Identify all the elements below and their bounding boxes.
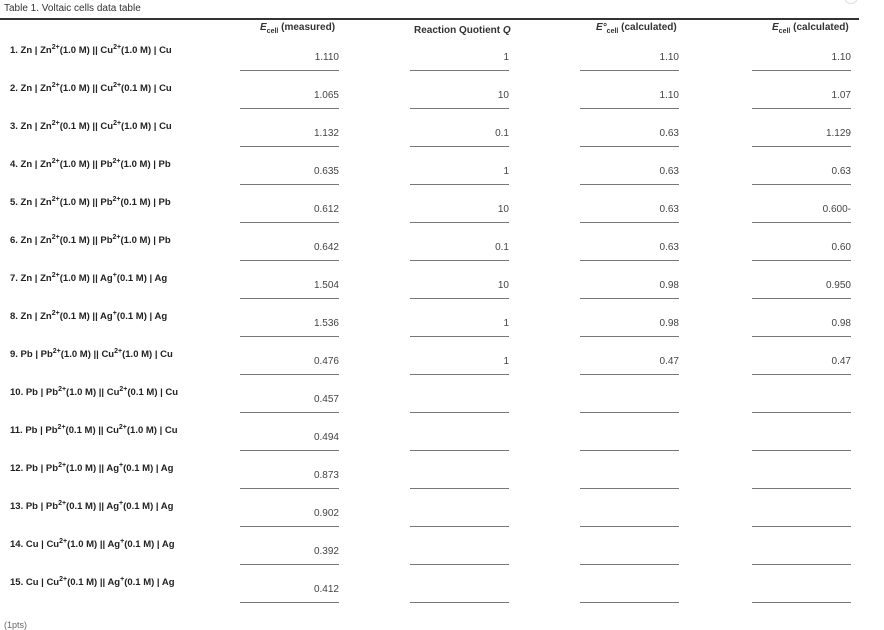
reaction-quotient-input[interactable]: 10: [497, 280, 509, 291]
answer-underline: [752, 450, 851, 451]
answer-underline: [240, 450, 339, 451]
answer-underline: [410, 602, 509, 603]
answer-underline: [240, 298, 339, 299]
answer-underline: [752, 602, 851, 603]
table-row: [0, 192, 884, 230]
answer-underline: [410, 222, 509, 223]
answer-underline: [240, 374, 339, 375]
corner-decoration: [844, 0, 858, 4]
measured-value-input[interactable]: 0.494: [313, 432, 339, 443]
answer-underline: [752, 260, 851, 261]
header-ecell-calculated: $E_{cell}$ (calculated): [772, 22, 849, 35]
answer-underline: [240, 184, 339, 185]
answer-underline: [240, 70, 339, 71]
answer-underline: [410, 564, 509, 565]
cell-notation-label: 5. Zn | $Zn^{2+}(1.0$ M) || $Pb^{2+}(0.1$ M) | Pb: [10, 195, 171, 208]
answer-underline: [410, 336, 509, 337]
measured-value-input[interactable]: 1.536: [313, 318, 339, 329]
answer-underline: [580, 336, 679, 337]
answer-underline: [240, 412, 339, 413]
calculated-potential-input[interactable]: 0.47: [831, 356, 851, 367]
table-row: [0, 78, 884, 116]
answer-underline: [580, 602, 679, 603]
cell-notation-label: 9. Pb | $Pb^{2+}(1.0$ M) || $Cu^{2+}(1.0$ M) | Cu: [10, 347, 173, 360]
calculated-potential-input[interactable]: 0.60: [831, 242, 851, 253]
cell-notation-label: 8. Zn | $Zn^{2+}(0.1$ M) || Ag+(0.1 M) | Ag: [10, 309, 168, 322]
standard-potential-input[interactable]: 1.10: [659, 90, 679, 101]
calculated-potential-input[interactable]: 0.63: [831, 166, 851, 177]
cell-notation-label: 15. Cu | $Cu^{2+}(0.1$ M) || Ag+(0.1 M) | Ag: [10, 575, 175, 588]
answer-underline: [240, 526, 339, 527]
table-row: [0, 572, 884, 610]
reaction-quotient-input[interactable]: 0.1: [495, 242, 509, 253]
answer-underline: [752, 336, 851, 337]
answer-underline: [410, 108, 509, 109]
measured-value-input[interactable]: 1.110: [314, 52, 339, 63]
answer-underline: [580, 488, 679, 489]
table-row: [0, 268, 884, 306]
answer-underline: [580, 146, 679, 147]
cell-notation-label: 7. Zn | $Zn^{2+}(1.0$ M) || Ag+(0.1 M) | Ag: [10, 271, 168, 284]
standard-potential-input[interactable]: 0.63: [659, 242, 679, 253]
answer-underline: [580, 412, 679, 413]
cell-notation-label: 12. Pb | $Pb^{2+}(1.0$ M) || Ag+(0.1 M) | Ag: [10, 461, 174, 474]
answer-underline: [580, 564, 679, 565]
table-row: [0, 344, 884, 382]
table-row: [0, 496, 884, 534]
measured-value-input[interactable]: 0.476: [313, 356, 339, 367]
calculated-potential-input[interactable]: 1.07: [831, 90, 851, 101]
reaction-quotient-input[interactable]: 10: [497, 90, 509, 101]
answer-underline: [240, 336, 339, 337]
answer-underline: [240, 222, 339, 223]
standard-potential-input[interactable]: 0.98: [659, 318, 679, 329]
table-row: [0, 534, 884, 572]
reaction-quotient-input[interactable]: 1: [503, 318, 509, 329]
header-reaction-quotient: Reaction Quotient Q: [414, 25, 511, 36]
standard-potential-input[interactable]: 0.63: [659, 128, 679, 139]
answer-underline: [752, 108, 851, 109]
answer-underline: [752, 412, 851, 413]
table-row: [0, 458, 884, 496]
calculated-potential-input[interactable]: 1.129: [825, 128, 851, 139]
cell-notation-label: 4. Zn | $Zn^{2+}(1.0$ M) || $Pb^{2+}(1.0$ M) | Pb: [10, 157, 171, 170]
answer-underline: [410, 146, 509, 147]
calculated-potential-input[interactable]: 1.10: [831, 52, 851, 63]
table-row: [0, 154, 884, 192]
answer-underline: [410, 260, 509, 261]
reaction-quotient-input[interactable]: 1: [503, 52, 509, 63]
cell-notation-label: 10. Pb | $Pb^{2+}(1.0$ M) || $Cu^{2+}(0.1$ M) | Cu: [10, 385, 179, 398]
measured-value-input[interactable]: 1.504: [313, 280, 339, 291]
cell-notation-label: 1. Zn | $Zn^{2+}(1.0$ M) || $Cu^{2+}(1.0$ M) | Cu: [10, 43, 172, 56]
reaction-quotient-input[interactable]: 10: [497, 204, 509, 215]
answer-underline: [752, 298, 851, 299]
standard-potential-input[interactable]: 1.10: [659, 52, 679, 63]
measured-value-input[interactable]: 0.392: [313, 546, 339, 557]
answer-underline: [580, 70, 679, 71]
cell-notation-label: 13. Pb | $Pb^{2+}(0.1$ M) || Ag+(0.1 M) | Ag: [10, 499, 174, 512]
table-row: [0, 306, 884, 344]
table-caption: Table 1. Voltaic cells data table: [4, 3, 141, 14]
answer-underline: [752, 184, 851, 185]
answer-underline: [752, 526, 851, 527]
standard-potential-input[interactable]: 0.63: [659, 204, 679, 215]
standard-potential-input[interactable]: 0.63: [659, 166, 679, 177]
cell-notation-label: 11. Pb | $Pb^{2+}(0.1$ M) || $Cu^{2+}(1.0$ M) | Cu: [10, 423, 178, 436]
cell-notation-label: 6. Zn | $Zn^{2+}(0.1$ M) || $Pb^{2+}(1.0$ M) | Pb: [10, 233, 171, 246]
measured-value-input[interactable]: 1.132: [313, 128, 339, 139]
table-row: [0, 40, 884, 78]
reaction-quotient-input[interactable]: 0.1: [495, 128, 509, 139]
answer-underline: [410, 450, 509, 451]
measured-value-input[interactable]: 0.612: [313, 204, 339, 215]
answer-underline: [410, 298, 509, 299]
answer-underline: [752, 222, 851, 223]
standard-potential-input[interactable]: 0.98: [659, 280, 679, 291]
measured-value-input[interactable]: 1.065: [313, 90, 339, 101]
header-ecell-measured: $E_{cell}$ (measured): [260, 22, 336, 35]
answer-underline: [580, 260, 679, 261]
answer-underline: [580, 298, 679, 299]
cell-notation-label: 3. Zn | $Zn^{2+}(0.1$ M) || $Cu^{2+}(1.0$ M) | Cu: [10, 119, 172, 132]
table-row: [0, 382, 884, 420]
answer-underline: [752, 488, 851, 489]
table-row: [0, 116, 884, 154]
answer-underline: [410, 70, 509, 71]
answer-underline: [580, 184, 679, 185]
answer-underline: [410, 488, 509, 489]
answer-underline: [240, 108, 339, 109]
answer-underline: [240, 488, 339, 489]
answer-underline: [410, 526, 509, 527]
answer-underline: [752, 374, 851, 375]
measured-value-input[interactable]: 0.902: [313, 508, 339, 519]
table-top-rule: [0, 18, 859, 20]
answer-underline: [240, 564, 339, 565]
measured-value-input[interactable]: 0.873: [313, 470, 339, 481]
table-row: [0, 420, 884, 458]
answer-underline: [580, 526, 679, 527]
calculated-potential-input[interactable]: 0.600-: [822, 204, 851, 215]
calculated-potential-input[interactable]: 0.98: [831, 318, 851, 329]
answer-underline: [410, 184, 509, 185]
cell-notation-label: 2. Zn | $Zn^{2+}(1.0$ M) || $Cu^{2+}(0.1$ M) | Cu: [10, 81, 172, 94]
standard-potential-input[interactable]: 0.47: [659, 356, 679, 367]
answer-underline: [240, 602, 339, 603]
points-note: (1pts): [4, 620, 28, 630]
header-e0cell-calculated: $E^\circ_{cell}$ (calculated): [596, 22, 677, 35]
reaction-quotient-input[interactable]: 1: [503, 166, 509, 177]
measured-value-input[interactable]: 0.635: [313, 166, 339, 177]
measured-value-input[interactable]: 0.457: [313, 394, 339, 405]
reaction-quotient-input[interactable]: 1: [503, 356, 509, 367]
cell-notation-label: 14. Cu | $Cu^{2+}(1.0$ M) || Ag+(0.1 M) | Ag: [10, 537, 175, 550]
answer-underline: [240, 260, 339, 261]
answer-underline: [410, 374, 509, 375]
calculated-potential-input[interactable]: 0.950: [825, 280, 851, 291]
answer-underline: [752, 564, 851, 565]
answer-underline: [580, 450, 679, 451]
answer-underline: [240, 146, 339, 147]
answer-underline: [410, 412, 509, 413]
measured-value-input[interactable]: 0.642: [313, 242, 339, 253]
measured-value-input[interactable]: 0.412: [313, 584, 339, 595]
answer-underline: [752, 146, 851, 147]
answer-underline: [580, 222, 679, 223]
answer-underline: [752, 70, 851, 71]
answer-underline: [580, 108, 679, 109]
answer-underline: [580, 374, 679, 375]
table-row: [0, 230, 884, 268]
